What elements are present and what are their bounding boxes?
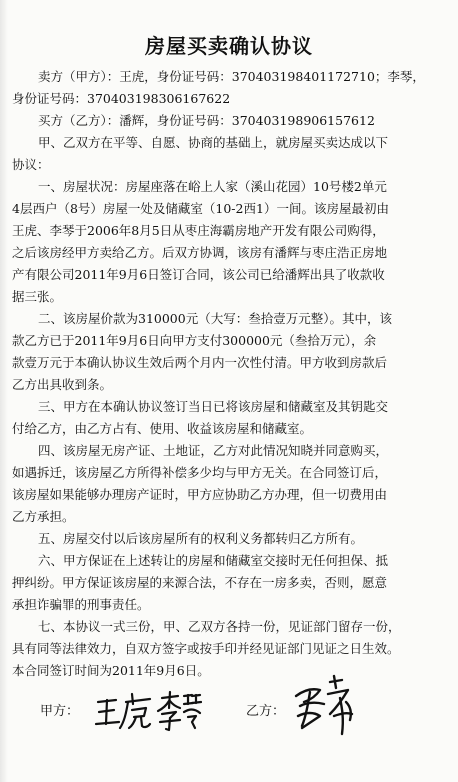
text-line: 一、房屋状况：房屋座落在峪上人家（溪山花园）10号楼2单元 [38,179,387,194]
text-line: 买方（乙方）：潘辉，身份证号码：370403198906157612 [38,113,375,128]
contract-body [12,66,446,682]
signature-row [0,686,458,746]
party-b-label: 乙方： [246,704,286,719]
text-line: 协议： [12,157,50,172]
text-line: 乙方承担。 [12,509,75,524]
text-line: 据三张。 [12,289,63,304]
text-line: 承担诈骗罪的刑事责任。 [12,597,150,612]
text-line: 王虎、李琴于2006年8月5日从枣庄海霸房地产开发有限公司购得， [12,223,385,238]
party-b-signature-image [290,672,360,738]
document-title: 房屋买卖确认协议 [145,34,313,58]
text-line: 付给乙方，由乙方占有、使用、收益该房屋和储藏室。 [12,421,313,436]
text-line: 具有同等法律效力，自双方签字或按手印并经见证部门见证之日生效。 [12,641,400,656]
text-line: 该房屋如果能够办理房产证时，甲方应协助乙方办理，但一切费用由 [12,487,388,502]
text-line: 二、该房屋价款为310000元（大写：叁拾壹万元整）。其中，该 [38,311,392,326]
text-line: 三、甲方在本确认协议签订当日已将该房屋和储藏室及其钥匙交 [38,399,389,414]
text-line: 押纠纷。甲方保证该房屋的来源合法，不存在一房多卖，否则，愿意 [12,575,388,590]
party-a-signature-image [92,686,202,736]
text-line: 四、该房屋无房产证、土地证，乙方对此情况知晓并同意购买， [38,443,389,458]
text-line: 身份证号码：370403198306167622 [12,91,231,106]
text-line: 七、本协议一式三份，甲、乙双方各持一份，见证部门留存一份， [38,619,401,634]
text-line: 款乙方已于2011年9月6日向甲方支付300000元（叁拾万元），余 [12,333,377,348]
text-line: 卖方（甲方）：王虎，身份证号码：370403198401172710；李琴， [38,69,425,84]
text-line: 五、房屋交付以后该房屋所有的权利义务都转归乙方所有。 [38,531,364,546]
scan-shadow [0,0,8,782]
text-line: 甲、乙双方在平等、自愿、协商的基础上，就房屋买卖达成以下 [38,135,389,150]
text-line: 款壹万元于本确认协议生效后两个月内一次性付清。甲方收到房款后 [12,355,388,370]
text-line: 之后该房经甲方卖给乙方。后双方协调，该房有潘辉与枣庄浩正房地 [12,245,388,260]
text-line: 本合同签订时间为2011年9月6日。 [12,663,210,678]
party-a-label: 甲方： [40,704,80,719]
text-line: 乙方出具收到条。 [12,377,113,392]
text-line: 六、甲方保证在上述转让的房屋和储藏室交接时无任何担保、抵 [38,553,389,568]
text-line: 4层西户（8号）房屋一处及储藏室（10-2西1）一间。该房屋最初由 [12,201,389,216]
text-line: 如遇拆迁，该房屋乙方所得补偿多少均与甲方无关。在合同签订后， [12,465,388,480]
text-line: 产有限公司2011年9月6日签订合同，该公司已给潘辉出具了收款收 [12,267,385,282]
